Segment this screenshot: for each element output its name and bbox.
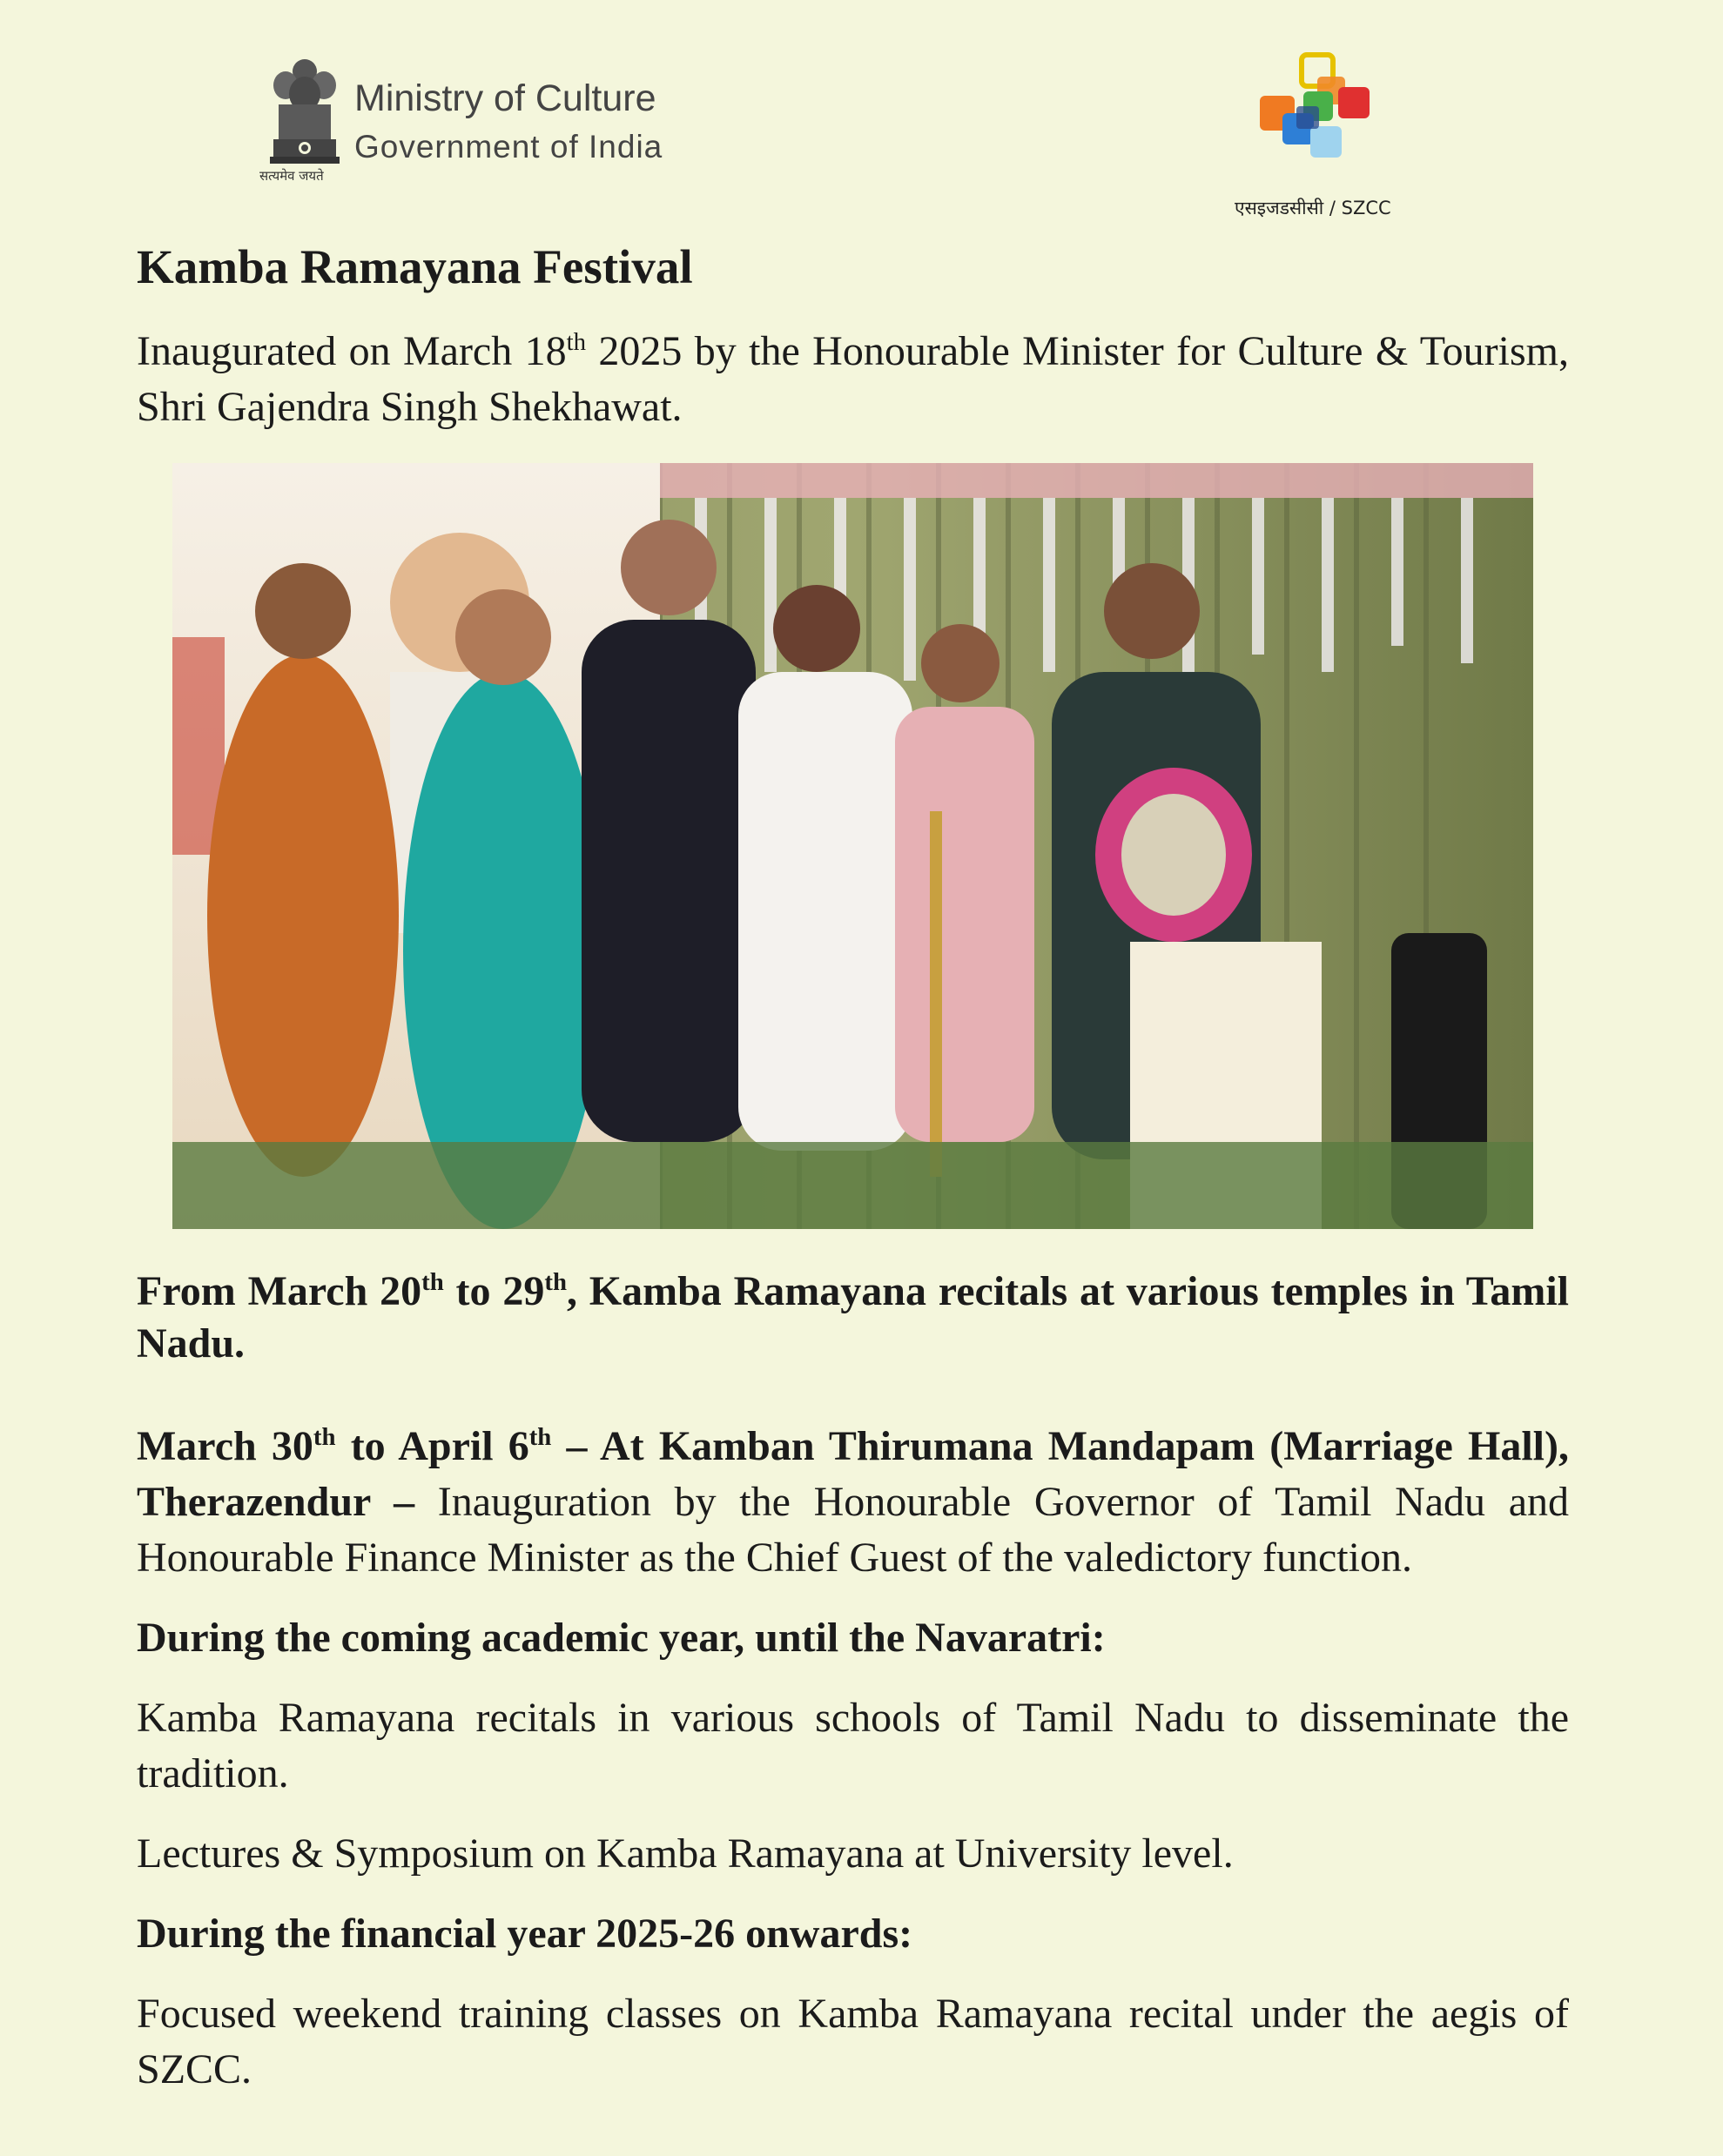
mandapam-paragraph: March 30th to April 6th – At Kamban Thirumana Mandapam (Marriage Hall), Therazendur – Inauguration by the Honourable Governor of Tamil Nadu and Honourable Finance Minister as the Chief Guest of the valedictory function.	[137, 1423, 1570, 1581]
academic-year-heading: During the coming academic year, until the Navaratri:	[137, 1615, 1106, 1661]
emblem-motto: सत्यमेव जयते	[259, 168, 324, 184]
schools-paragraph: Kamba Ramayana recitals in various schools of Tamil Nadu to disseminate the tradition.	[137, 1695, 1569, 1797]
training-paragraph: Focused weekend training classes on Kamba Ramayana recital under the aegis of SZCC.	[137, 1991, 1569, 2092]
szcc-label: एसइजडसीसी / SZCC	[1235, 198, 1391, 218]
financial-year-heading: During the financial year 2025-26 onwards:	[137, 1911, 913, 1957]
ministry-subtitle: Government of India	[354, 129, 663, 165]
ministry-title: Ministry of Culture	[354, 77, 656, 119]
page-header	[0, 0, 1723, 226]
inauguration-photo	[172, 463, 1533, 1229]
inauguration-photo-icon	[172, 463, 1533, 1229]
szcc-logo-icon	[1258, 52, 1380, 170]
page-title: Kamba Ramayana Festival	[137, 240, 693, 293]
temple-recitals-paragraph: From March 20th to 29th, Kamba Ramayana recitals at various temples in Tamil Nadu.	[137, 1268, 1569, 1367]
lectures-paragraph: Lectures & Symposium on Kamba Ramayana at University level.	[137, 1830, 1234, 1877]
intro-paragraph: Inaugurated on March 18th 2025 by the Honourable Minister for Culture & Tourism, Shri Gajendra Singh Shekhawat.	[137, 328, 1570, 430]
